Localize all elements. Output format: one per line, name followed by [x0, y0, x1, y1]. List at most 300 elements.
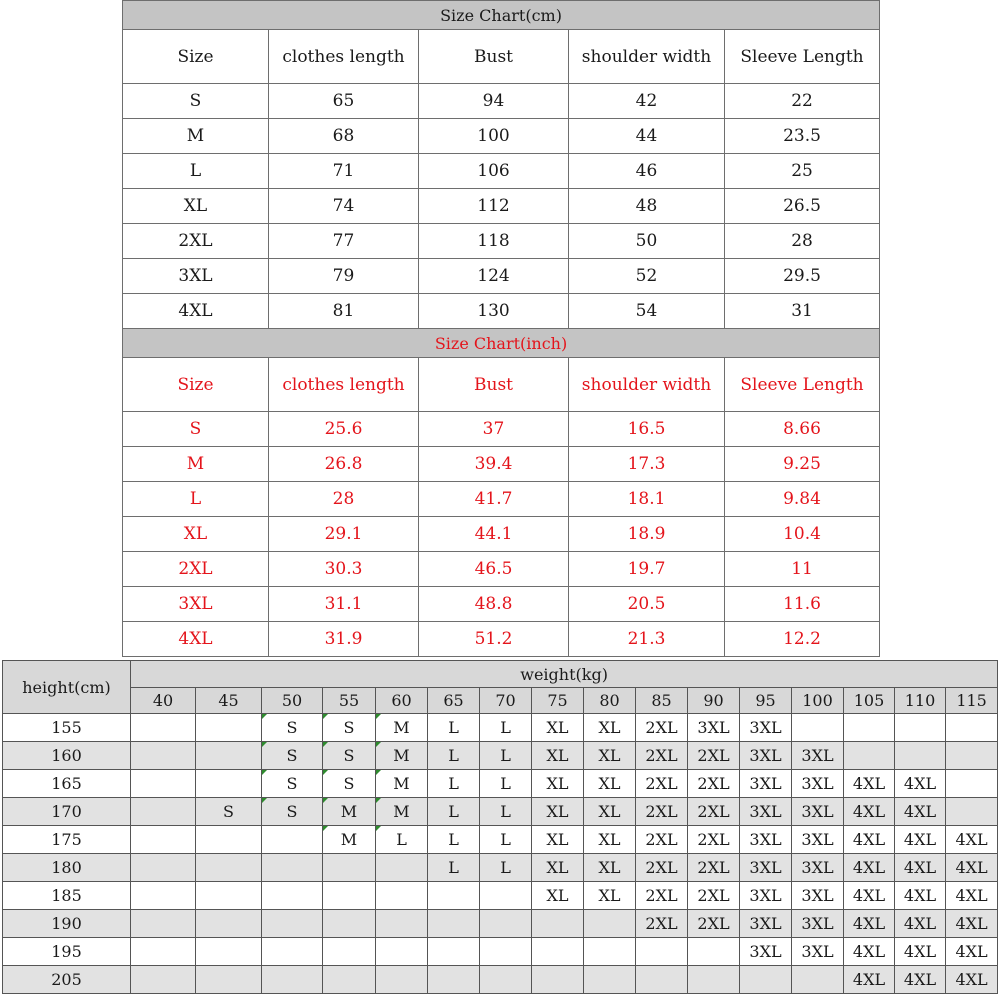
cm-cell-bust: 118 [419, 224, 569, 259]
cm-row-3xl [123, 259, 880, 294]
inch-header-bust: Bust [419, 358, 569, 412]
inch-cell-shoulder-width: 16.5 [569, 412, 725, 447]
inch-row-4xl [123, 622, 880, 657]
height-row-160 [3, 742, 998, 770]
inch-header-sleeve-length: Sleeve Length [725, 358, 880, 412]
size-recommendation-cell: M [376, 742, 428, 770]
size-recommendation-cell: 3XL [792, 854, 844, 882]
inch-cell-size: 3XL [123, 587, 269, 622]
height-value: 165 [3, 770, 131, 798]
size-recommendation-cell: L [428, 826, 480, 854]
size-recommendation-cell [946, 798, 998, 826]
cm-cell-size: M [123, 119, 269, 154]
size-recommendation-cell: 2XL [636, 770, 688, 798]
size-recommendation-cell [376, 854, 428, 882]
size-recommendation-cell: 3XL [740, 826, 792, 854]
cm-header-sleeve-length: Sleeve Length [725, 30, 880, 84]
size-recommendation-cell: 4XL [844, 910, 895, 938]
size-recommendation-cell: 4XL [895, 854, 946, 882]
cm-cell-size: 4XL [123, 294, 269, 329]
size-recommendation-cell [196, 826, 262, 854]
size-recommendation-cell [688, 938, 740, 966]
cm-cell-shoulder-width: 44 [569, 119, 725, 154]
cm-cell-bust: 130 [419, 294, 569, 329]
size-recommendation-cell: 3XL [792, 826, 844, 854]
cm-cell-clothes-length: 79 [269, 259, 419, 294]
size-recommendation-cell: L [428, 798, 480, 826]
size-recommendation-cell: 4XL [844, 826, 895, 854]
cm-cell-size: XL [123, 189, 269, 224]
size-recommendation-cell [792, 714, 844, 742]
size-recommendation-cell: XL [584, 798, 636, 826]
size-recommendation-cell: 4XL [946, 966, 998, 994]
size-recommendation-cell: 2XL [688, 798, 740, 826]
inch-row-2xl [123, 552, 880, 587]
size-recommendation-cell [532, 938, 584, 966]
size-recommendation-cell [196, 966, 262, 994]
cm-cell-sleeve-length: 31 [725, 294, 880, 329]
height-value: 185 [3, 882, 131, 910]
size-recommendation-cell [262, 882, 323, 910]
weight-header-cell: 60 [376, 688, 428, 714]
inch-cell-clothes-length: 28 [269, 482, 419, 517]
size-recommendation-cell: XL [532, 826, 584, 854]
size-recommendation-cell [688, 966, 740, 994]
size-recommendation-cell [196, 714, 262, 742]
size-recommendation-cell: 4XL [895, 910, 946, 938]
size-recommendation-cell [376, 966, 428, 994]
cm-section [123, 1, 880, 84]
size-recommendation-cell [262, 966, 323, 994]
cm-cell-clothes-length: 68 [269, 119, 419, 154]
size-recommendation-cell: 3XL [792, 770, 844, 798]
height-value: 205 [3, 966, 131, 994]
size-recommendation-cell: 3XL [792, 798, 844, 826]
inch-cell-clothes-length: 26.8 [269, 447, 419, 482]
size-recommendation-cell [323, 882, 376, 910]
size-recommendation-cell [584, 910, 636, 938]
size-recommendation-cell: L [428, 770, 480, 798]
weight-values-row [3, 688, 998, 714]
inch-cell-shoulder-width: 21.3 [569, 622, 725, 657]
size-recommendation-cell [196, 742, 262, 770]
inch-cell-shoulder-width: 18.9 [569, 517, 725, 552]
size-recommendation-cell [844, 742, 895, 770]
cm-row-m [123, 119, 880, 154]
size-recommendation-cell [376, 938, 428, 966]
size-recommendation-cell: XL [532, 882, 584, 910]
inch-cell-size: M [123, 447, 269, 482]
height-row-165 [3, 770, 998, 798]
size-recommendation-cell: 4XL [946, 826, 998, 854]
cm-cell-shoulder-width: 52 [569, 259, 725, 294]
size-recommendation-cell [196, 854, 262, 882]
size-recommendation-cell [323, 854, 376, 882]
weight-header-cell: 75 [532, 688, 584, 714]
size-recommendation-cell [262, 938, 323, 966]
weight-header-cell: 90 [688, 688, 740, 714]
size-recommendation-cell [636, 966, 688, 994]
size-recommendation-cell [131, 826, 196, 854]
inch-cell-size: S [123, 412, 269, 447]
size-recommendation-cell: L [480, 714, 532, 742]
cm-rows [123, 84, 880, 329]
weight-label: weight(kg) [131, 661, 998, 688]
inch-cell-clothes-length: 29.1 [269, 517, 419, 552]
size-recommendation-cell [428, 938, 480, 966]
cm-header-size: Size [123, 30, 269, 84]
inch-row-m [123, 447, 880, 482]
weight-title-row [3, 661, 998, 688]
size-recommendation-cell: 4XL [844, 882, 895, 910]
size-recommendation-cell [131, 770, 196, 798]
size-recommendation-cell: 3XL [740, 910, 792, 938]
cm-header-shoulder-width: shoulder width [569, 30, 725, 84]
size-recommendation-cell: 4XL [895, 826, 946, 854]
size-recommendation-cell [131, 714, 196, 742]
size-recommendation-cell [792, 966, 844, 994]
size-recommendation-cell: S [196, 798, 262, 826]
cm-cell-sleeve-length: 23.5 [725, 119, 880, 154]
cm-cell-sleeve-length: 28 [725, 224, 880, 259]
inch-rows [123, 412, 880, 657]
size-recommendation-cell [636, 938, 688, 966]
inch-cell-sleeve-length: 12.2 [725, 622, 880, 657]
size-recommendation-cell [131, 798, 196, 826]
cm-cell-sleeve-length: 29.5 [725, 259, 880, 294]
size-recommendation-cell [844, 714, 895, 742]
inch-header-size: Size [123, 358, 269, 412]
size-recommendation-cell: M [376, 770, 428, 798]
weight-header-cell: 85 [636, 688, 688, 714]
cm-row-s [123, 84, 880, 119]
size-recommendation-cell: L [480, 742, 532, 770]
size-recommendation-cell: XL [532, 742, 584, 770]
weight-header-cell: 45 [196, 688, 262, 714]
size-recommendation-cell: 2XL [636, 798, 688, 826]
height-value: 160 [3, 742, 131, 770]
cm-header-bust: Bust [419, 30, 569, 84]
size-recommendation-cell: L [428, 714, 480, 742]
size-recommendation-cell: 4XL [895, 938, 946, 966]
size-recommendation-cell [131, 882, 196, 910]
cm-cell-shoulder-width: 46 [569, 154, 725, 189]
cm-cell-clothes-length: 74 [269, 189, 419, 224]
size-recommendation-cell: 2XL [636, 910, 688, 938]
size-recommendation-cell: 2XL [636, 742, 688, 770]
size-recommendation-cell: 3XL [740, 714, 792, 742]
size-recommendation-cell: 3XL [740, 882, 792, 910]
inch-cell-sleeve-length: 11 [725, 552, 880, 587]
size-recommendation-cell: 3XL [740, 770, 792, 798]
inch-cell-clothes-length: 31.9 [269, 622, 419, 657]
size-recommendation-cell: S [262, 742, 323, 770]
cm-cell-bust: 124 [419, 259, 569, 294]
height-value: 195 [3, 938, 131, 966]
inch-cell-sleeve-length: 10.4 [725, 517, 880, 552]
cm-cell-bust: 94 [419, 84, 569, 119]
size-recommendation-cell [376, 882, 428, 910]
size-recommendation-cell: 4XL [895, 770, 946, 798]
size-recommendation-cell [376, 910, 428, 938]
inch-cell-sleeve-length: 8.66 [725, 412, 880, 447]
cm-cell-bust: 100 [419, 119, 569, 154]
size-recommendation-cell: 4XL [946, 938, 998, 966]
height-value: 190 [3, 910, 131, 938]
weight-header-cell: 100 [792, 688, 844, 714]
size-recommendation-cell [480, 966, 532, 994]
size-recommendation-cell: 4XL [946, 910, 998, 938]
size-recommendation-cell [428, 966, 480, 994]
size-recommendation-cell [480, 882, 532, 910]
size-recommendation-cell: 3XL [688, 714, 740, 742]
weight-header-cell: 95 [740, 688, 792, 714]
size-recommendation-cell: S [262, 798, 323, 826]
height-value: 155 [3, 714, 131, 742]
cm-cell-clothes-length: 65 [269, 84, 419, 119]
inch-cell-shoulder-width: 20.5 [569, 587, 725, 622]
size-recommendation-cell: L [480, 854, 532, 882]
size-recommendation-cell [532, 910, 584, 938]
cm-cell-clothes-length: 81 [269, 294, 419, 329]
cm-cell-shoulder-width: 48 [569, 189, 725, 224]
size-recommendation-cell: S [262, 770, 323, 798]
cm-header-clothes-length: clothes length [269, 30, 419, 84]
height-row-195 [3, 938, 998, 966]
cm-cell-shoulder-width: 54 [569, 294, 725, 329]
size-recommendation-cell: 3XL [740, 938, 792, 966]
size-recommendation-cell: 2XL [688, 910, 740, 938]
size-recommendation-cell: 3XL [740, 742, 792, 770]
cm-header-row [123, 30, 880, 84]
cm-cell-clothes-length: 71 [269, 154, 419, 189]
cm-cell-size: S [123, 84, 269, 119]
size-recommendation-cell: S [262, 714, 323, 742]
size-recommendation-cell [196, 910, 262, 938]
size-recommendation-cell [262, 826, 323, 854]
cm-cell-size: 3XL [123, 259, 269, 294]
size-recommendation-cell [131, 854, 196, 882]
inch-section [123, 329, 880, 412]
size-recommendation-cell: XL [584, 882, 636, 910]
inch-chart-title: Size Chart(inch) [123, 329, 880, 358]
cm-cell-bust: 112 [419, 189, 569, 224]
size-recommendation-cell: XL [532, 714, 584, 742]
size-recommendation-cell: 2XL [688, 770, 740, 798]
inch-cell-clothes-length: 25.6 [269, 412, 419, 447]
inch-row-l [123, 482, 880, 517]
inch-header-row [123, 358, 880, 412]
size-recommendation-cell [895, 742, 946, 770]
inch-header-clothes-length: clothes length [269, 358, 419, 412]
size-recommendation-cell [740, 966, 792, 994]
weight-header-cell: 40 [131, 688, 196, 714]
size-recommendation-cell [131, 938, 196, 966]
size-recommendation-cell [480, 938, 532, 966]
size-recommendation-cell: L [480, 770, 532, 798]
size-recommendation-cell [196, 882, 262, 910]
cm-cell-sleeve-length: 25 [725, 154, 880, 189]
size-recommendation-cell: 4XL [844, 854, 895, 882]
height-value: 175 [3, 826, 131, 854]
cm-cell-sleeve-length: 26.5 [725, 189, 880, 224]
inch-cell-clothes-length: 30.3 [269, 552, 419, 587]
inch-cell-sleeve-length: 11.6 [725, 587, 880, 622]
size-recommendation-cell [323, 966, 376, 994]
inch-cell-bust: 51.2 [419, 622, 569, 657]
size-recommendation-cell: 3XL [792, 742, 844, 770]
cm-cell-size: 2XL [123, 224, 269, 259]
cm-cell-shoulder-width: 50 [569, 224, 725, 259]
inch-cell-shoulder-width: 17.3 [569, 447, 725, 482]
cm-cell-sleeve-length: 22 [725, 84, 880, 119]
inch-cell-bust: 37 [419, 412, 569, 447]
size-recommendation-cell: XL [532, 798, 584, 826]
inch-header-shoulder-width: shoulder width [569, 358, 725, 412]
inch-cell-bust: 46.5 [419, 552, 569, 587]
size-recommendation-cell: 4XL [844, 966, 895, 994]
weight-header-cell: 105 [844, 688, 895, 714]
inch-cell-clothes-length: 31.1 [269, 587, 419, 622]
size-recommendation-cell: 2XL [636, 854, 688, 882]
inch-cell-shoulder-width: 18.1 [569, 482, 725, 517]
height-row-190 [3, 910, 998, 938]
weight-header-cell: 110 [895, 688, 946, 714]
size-recommendation-cell [946, 742, 998, 770]
size-recommendation-cell [262, 910, 323, 938]
size-recommendation-cell: XL [584, 714, 636, 742]
size-recommendation-cell: 3XL [792, 910, 844, 938]
size-recommendation-cell: 4XL [844, 770, 895, 798]
size-recommendation-cell: 4XL [946, 882, 998, 910]
height-value: 170 [3, 798, 131, 826]
cm-cell-bust: 106 [419, 154, 569, 189]
height-weight-table [2, 660, 998, 994]
size-recommendation-cell [532, 966, 584, 994]
size-chart-table [122, 0, 880, 657]
size-recommendation-cell: 3XL [792, 882, 844, 910]
size-recommendation-cell: L [428, 854, 480, 882]
inch-cell-bust: 44.1 [419, 517, 569, 552]
size-recommendation-cell: 4XL [895, 798, 946, 826]
size-recommendation-cell: XL [584, 854, 636, 882]
size-recommendation-cell: 4XL [895, 966, 946, 994]
size-recommendation-cell [196, 770, 262, 798]
cm-cell-shoulder-width: 42 [569, 84, 725, 119]
size-recommendation-cell: M [376, 714, 428, 742]
size-recommendation-cell: M [323, 798, 376, 826]
weight-header-cell: 115 [946, 688, 998, 714]
size-recommendation-cell: S [323, 714, 376, 742]
size-recommendation-cell: XL [584, 742, 636, 770]
size-recommendation-cell: 4XL [946, 854, 998, 882]
size-recommendation-cell [196, 938, 262, 966]
cm-row-l [123, 154, 880, 189]
weight-header-cell: 70 [480, 688, 532, 714]
height-label: height(cm) [3, 661, 131, 714]
size-recommendation-cell: 2XL [688, 882, 740, 910]
inch-cell-size: XL [123, 517, 269, 552]
height-row-205 [3, 966, 998, 994]
size-recommendation-cell: L [428, 742, 480, 770]
height-row-170 [3, 798, 998, 826]
size-recommendation-cell [131, 910, 196, 938]
cm-row-2xl [123, 224, 880, 259]
inch-cell-size: 4XL [123, 622, 269, 657]
cm-chart-title: Size Chart(cm) [123, 1, 880, 30]
size-recommendation-cell: L [480, 826, 532, 854]
size-recommendation-cell: L [480, 798, 532, 826]
cm-cell-clothes-length: 77 [269, 224, 419, 259]
size-recommendation-cell: 2XL [636, 714, 688, 742]
weight-header-cell: 80 [584, 688, 636, 714]
size-recommendation-cell: 2XL [688, 854, 740, 882]
inch-row-3xl [123, 587, 880, 622]
inch-row-xl [123, 517, 880, 552]
weight-header-cell: 50 [262, 688, 323, 714]
cm-row-4xl [123, 294, 880, 329]
size-recommendation-cell: 3XL [740, 798, 792, 826]
size-recommendation-cell [428, 910, 480, 938]
size-recommendation-cell: 2XL [636, 826, 688, 854]
inch-cell-bust: 48.8 [419, 587, 569, 622]
cm-cell-size: L [123, 154, 269, 189]
inch-cell-bust: 39.4 [419, 447, 569, 482]
size-recommendation-cell [480, 910, 532, 938]
inch-cell-shoulder-width: 19.7 [569, 552, 725, 587]
size-recommendation-cell: XL [584, 770, 636, 798]
inch-cell-size: 2XL [123, 552, 269, 587]
height-value: 180 [3, 854, 131, 882]
size-recommendation-cell [323, 910, 376, 938]
size-recommendation-cell [895, 714, 946, 742]
size-recommendation-cell: M [376, 798, 428, 826]
inch-cell-bust: 41.7 [419, 482, 569, 517]
size-recommendation-cell: XL [584, 826, 636, 854]
cm-row-xl [123, 189, 880, 224]
size-recommendation-cell [946, 714, 998, 742]
size-recommendation-cell [131, 966, 196, 994]
size-recommendation-cell [428, 882, 480, 910]
size-recommendation-cell [584, 938, 636, 966]
size-recommendation-cell: L [376, 826, 428, 854]
size-recommendation-cell [131, 742, 196, 770]
inch-cell-sleeve-length: 9.25 [725, 447, 880, 482]
size-recommendation-cell: 2XL [636, 882, 688, 910]
weight-header-cell: 55 [323, 688, 376, 714]
size-recommendation-cell: M [323, 826, 376, 854]
size-recommendation-cell: 2XL [688, 742, 740, 770]
height-row-180 [3, 854, 998, 882]
inch-row-s [123, 412, 880, 447]
size-recommendation-cell [262, 854, 323, 882]
size-recommendation-cell: 3XL [740, 854, 792, 882]
size-recommendation-cell: XL [532, 854, 584, 882]
size-recommendation-cell: XL [532, 770, 584, 798]
height-row-155 [3, 714, 998, 742]
height-row-185 [3, 882, 998, 910]
size-recommendation-cell [323, 938, 376, 966]
size-recommendation-cell: 4XL [895, 882, 946, 910]
size-recommendation-cell: 3XL [792, 938, 844, 966]
inch-cell-size: L [123, 482, 269, 517]
height-row-175 [3, 826, 998, 854]
size-recommendation-cell: S [323, 770, 376, 798]
size-recommendation-cell [584, 966, 636, 994]
weight-header-cell: 65 [428, 688, 480, 714]
size-recommendation-cell: 2XL [688, 826, 740, 854]
size-recommendation-cell: 4XL [844, 938, 895, 966]
